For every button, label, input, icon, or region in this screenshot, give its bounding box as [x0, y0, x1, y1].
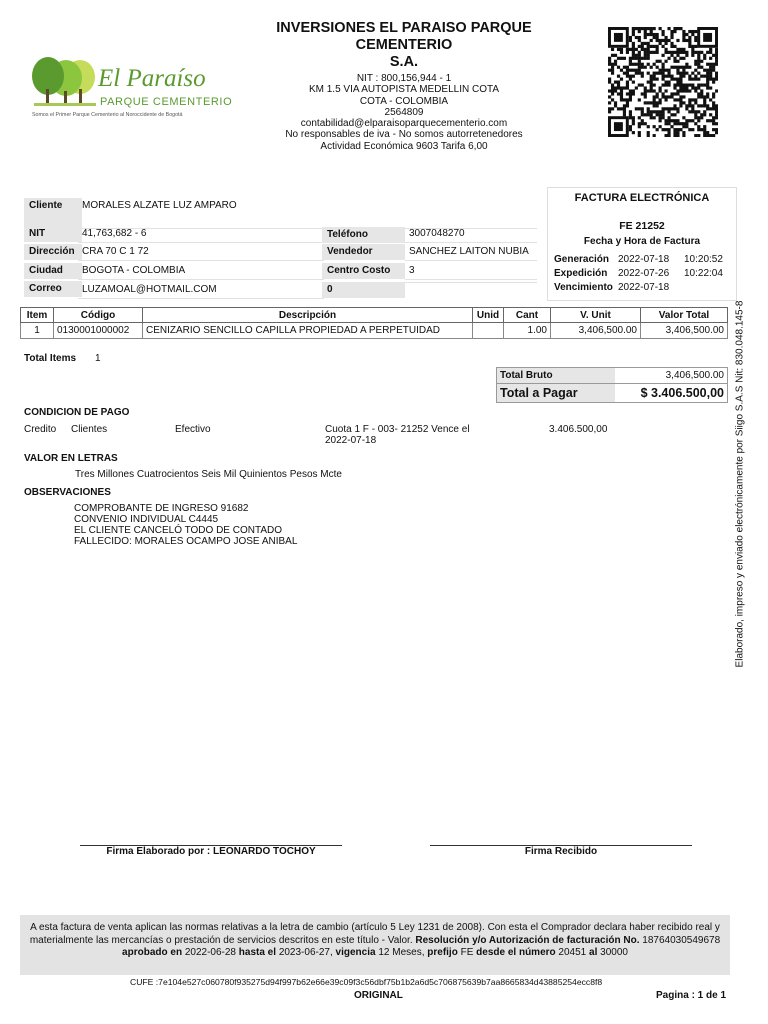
cell-unit [473, 323, 504, 339]
header-total-value: Valor Total [641, 308, 728, 323]
gross-total-value: 3,406,500.00 [665, 370, 724, 381]
company-nit: NIT : 800,156,944 - 1 [356, 73, 452, 84]
legal-resolution-number: 18764030549678 [642, 934, 721, 946]
logo-name: El Paraíso [98, 65, 206, 92]
company-activity: Actividad Económica 9603 Tarifa 6,00 [320, 140, 488, 152]
gross-total-row [496, 367, 728, 384]
company-logo [30, 55, 233, 127]
logo-tagline: Somos el Primer Parque Cementerio al Noroccidente de Bogotá [32, 112, 183, 118]
cost-center-value: 3 [405, 263, 537, 280]
issue-label: Expedición [554, 268, 608, 279]
totals-box [496, 367, 728, 403]
nit-label: NIT [24, 226, 82, 242]
total-to-pay-value: $ 3.406.500,00 [640, 386, 724, 400]
signature-made-by: Firma Elaborado por : LEONARDO TOCHOY [106, 846, 316, 857]
cell-total-value: 3,406,500.00 [641, 323, 728, 339]
header-qty: Cant [504, 308, 551, 323]
observations-title: OBSERVACIONES [24, 487, 111, 498]
issue-date: 2022-07-26 [618, 268, 670, 279]
cell-item: 1 [21, 323, 54, 339]
gross-total-label: Total Bruto [497, 368, 615, 383]
cell-code: 0130001000002 [54, 323, 143, 339]
invoice-generation-row [554, 254, 723, 265]
logo-subtitle: PARQUE CEMENTERIO [100, 96, 233, 108]
payment-quota-line2: 2022-07-18 [325, 435, 377, 446]
vertical-software-note [731, 296, 749, 672]
company-tax-note: No responsables de iva - No somos autorretenedores [285, 129, 523, 141]
phone-label: Teléfono [322, 227, 405, 243]
legal-from-value: 20451 [558, 947, 587, 958]
address-label: Dirección [24, 244, 82, 260]
items-table [20, 307, 728, 339]
cost-center-label: Centro Costo [322, 263, 405, 279]
page-number: Pagina : 1 de 1 [656, 990, 727, 1001]
header-unit-value: V. Unit [551, 308, 641, 323]
company-info [228, 20, 580, 152]
payment-amount: 3.406.500,00 [549, 424, 608, 435]
invoice-box [547, 187, 737, 301]
legal-text: A esta factura de venta aplican las normas relativas a la letra de cambio (artículo 5 Ley 1231 de 2008). Con esta el Comprador declara haber recibido real y materialmente las mercancías o prestación de servicios descritos en este título - Valor. [29, 922, 720, 946]
phone-value: 3007048270 [405, 226, 537, 243]
legal-approved-date: 2022-06-28 [184, 947, 236, 958]
header-item: Item [21, 308, 54, 323]
city-label: Ciudad [24, 263, 82, 279]
legal-to-label: al [589, 947, 598, 958]
city-value: BOGOTA - COLOMBIA [78, 263, 324, 280]
client-label [24, 198, 82, 228]
header-description: Descripción [143, 308, 473, 323]
generation-time: 10:20:52 [684, 254, 723, 265]
company-name: INVERSIONES EL PARAISO PARQUE CEMENTERIO [276, 20, 532, 53]
amount-in-words-title: VALOR EN LETRAS [24, 453, 118, 464]
company-name-suffix: S.A. [389, 54, 419, 70]
legal-until-label: hasta el [238, 947, 277, 958]
payment-method: Efectivo [175, 424, 211, 435]
company-phone: 2564809 [384, 106, 424, 118]
email-label: Correo [24, 281, 82, 297]
legal-approved-label: aprobado en [122, 947, 183, 958]
cell-description: CENIZARIO SENCILLO CAPILLA PROPIEDAD A PERPETUIDAD [143, 323, 473, 339]
table-row [21, 323, 728, 339]
original-label: ORIGINAL [354, 990, 403, 1001]
nit-value: 41,763,682 - 6 [78, 226, 324, 243]
cell-qty: 1.00 [504, 323, 551, 339]
qr-code-icon [608, 27, 718, 137]
email-value: LUZAMOAL@HOTMAIL.COM [78, 282, 324, 299]
company-address: KM 1.5 VIA AUTOPISTA MEDELLIN COTA [308, 84, 500, 96]
due-date: 2022-07-18 [618, 282, 670, 293]
payment-type: Credito [24, 424, 57, 435]
legal-prefix-value: FE [460, 947, 474, 958]
header-unit: Unid [473, 308, 504, 323]
items-table-header [21, 308, 728, 323]
observation-line: COMPROBANTE DE INGRESO 91682 [74, 503, 249, 514]
total-items-value: 1 [95, 353, 101, 364]
client-label-text: Cliente [29, 200, 63, 211]
legal-until-date: 2023-06-27, [278, 947, 333, 958]
payment-quota [325, 424, 470, 446]
legal-validity-label: vigencia [335, 947, 376, 958]
seller-label: Vendedor [322, 244, 405, 260]
observation-line: CONVENIO INDIVIDUAL C4445 [74, 514, 219, 525]
seller-value: SANCHEZ LAITON NUBIA [405, 244, 537, 261]
legal-to-value: 30000 [600, 947, 628, 958]
header-code: Código [54, 308, 143, 323]
invoice-issue-row [554, 268, 723, 279]
signature-received: Firma Recibido [524, 846, 598, 857]
extra-label: 0 [322, 282, 405, 298]
observations-list [74, 503, 297, 547]
total-items-label: Total Items [24, 353, 77, 364]
client-name [78, 198, 537, 229]
address-value: CRA 70 C 1 72 [78, 244, 324, 261]
invoice-due-row [554, 282, 684, 293]
observation-line: FALLECIDO: MORALES OCAMPO JOSE ANIBAL [74, 536, 298, 547]
extra-value [405, 282, 537, 283]
cell-unit-value: 3,406,500.00 [551, 323, 641, 339]
total-to-pay-row [496, 384, 728, 403]
payment-condition-title: CONDICION DE PAGO [24, 407, 130, 418]
vertical-note-text: Elaborado, impreso y enviado electrónicamente por Siigo S.A.S Nit: 830.048.145-8 [734, 300, 746, 668]
invoice-datetime-label: Fecha y Hora de Factura [583, 236, 701, 247]
company-city: COTA - COLOMBIA [359, 95, 449, 107]
generation-label: Generación [554, 254, 610, 265]
payment-group: Clientes [71, 424, 108, 435]
client-name-text: MORALES ALZATE LUZ AMPARO [82, 200, 237, 211]
cufe-code: CUFE :7e104e527c060780f935275d94f997b62e66e39c09f3c56dbf75b1b2a6d5c706875639b7aa8665834d43885254ecc8f8 [130, 977, 603, 987]
payment-quota-line1: Cuota 1 F - 003- 21252 Vence el [325, 424, 470, 435]
due-label: Vencimiento [554, 282, 613, 293]
issue-time: 10:22:04 [684, 268, 723, 279]
observation-line: EL CLIENTE CANCELÓ TODO DE CONTADO [74, 525, 283, 536]
company-email: contabilidad@elparaisoparquecementerio.com [300, 118, 508, 130]
legal-resolution-label: Resolución y/o Autorización de facturación No [415, 934, 637, 946]
amount-in-words: Tres Millones Cuatrocientos Seis Mil Quinientos Pesos Mcte [75, 469, 342, 480]
invoice-number: FE 21252 [619, 220, 665, 232]
legal-validity-value: 12 Meses, [378, 947, 425, 958]
legal-prefix-label: prefijo [427, 947, 458, 958]
legal-notice: A esta factura de venta aplican las normas relativas a la letra de cambio (artículo 5 Ley 1231 de 2008). Con esta el Comprador declara haber recibido real y materialmente las mercancías o prestación de servicios descritos en este título - Valor. Resolución y/o Autorización de facturación No. 18764030549678 aprobado en 2022-06-28 hasta el 2023-06-27, vigencia 12 Meses, prefijo FE desde el número 20451 al 30000 [20, 915, 730, 975]
invoice-title: FACTURA ELECTRÓNICA [574, 192, 710, 204]
legal-from-label: desde el número [476, 947, 556, 958]
total-to-pay-label: Total a Pagar [497, 384, 615, 402]
generation-date: 2022-07-18 [618, 254, 670, 265]
